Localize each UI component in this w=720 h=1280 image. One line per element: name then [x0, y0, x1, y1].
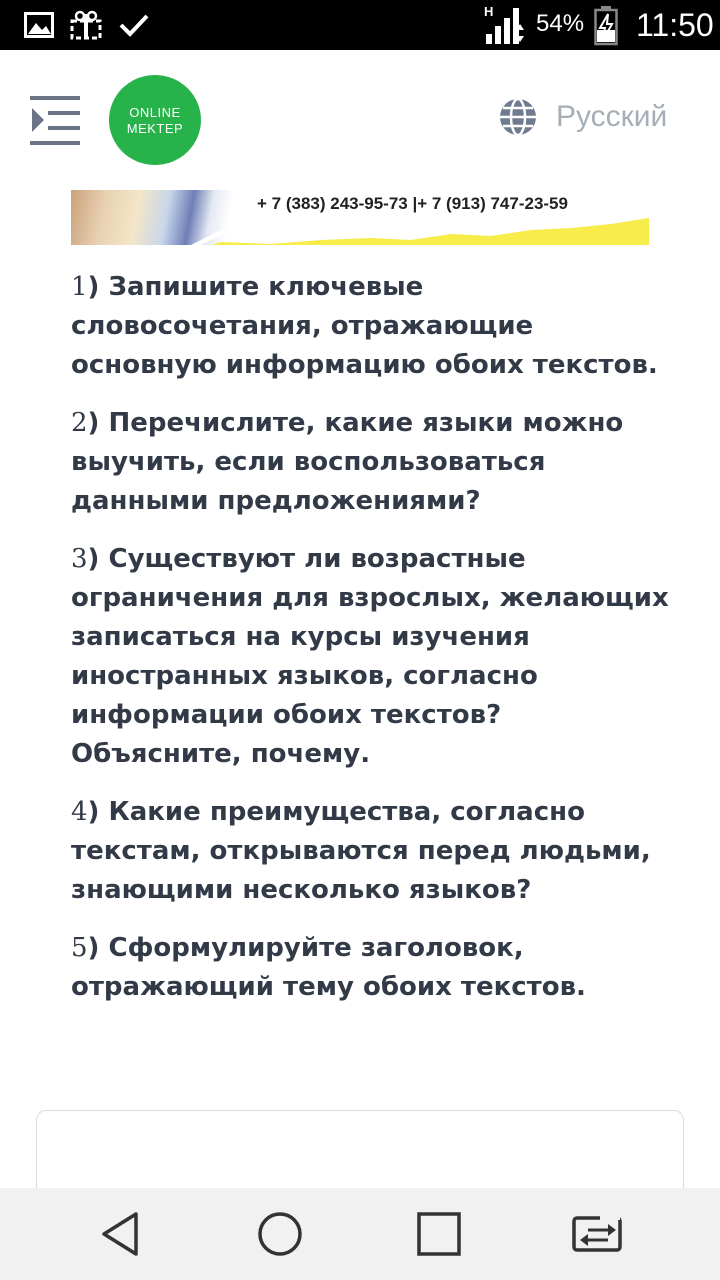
recents-button[interactable] — [413, 1208, 465, 1260]
contact-banner — [71, 190, 649, 245]
home-button[interactable] — [254, 1208, 306, 1260]
back-button[interactable] — [96, 1208, 148, 1260]
android-nav-bar — [0, 1188, 720, 1280]
question-text: Какие преимущества, согласно текстам, открываются перед людьми, знающими несколько языков? — [71, 797, 651, 905]
battery-charging-icon — [594, 6, 618, 46]
question-item: 1) Запишите ключевые словосочетания, отражающие основную информацию обоих текстов. — [71, 272, 658, 380]
gift-icon — [68, 10, 104, 40]
question-text: Запишите ключевые словосочетания, отражающие основную информацию обоих текстов. — [71, 272, 658, 380]
back-icon — [96, 1208, 148, 1260]
question-item: 4) Какие преимущества, согласно текстам, открываются перед людьми, знающими несколько языков? — [71, 797, 651, 905]
question-number: 1 — [71, 272, 88, 302]
question-item: 3) Существуют ли возрастные ограничения для взрослых, желающих записаться на курсы изучения иностранных языков, согласно информации обоих текстов? Объясните, почему. — [71, 544, 669, 769]
language-label: Русский — [556, 100, 668, 133]
menu-button[interactable] — [30, 96, 82, 146]
battery-percent: 54% — [536, 10, 585, 37]
question-text: Существуют ли возрастные ограничения для взрослых, желающих записаться на курсы изучения иностранных языков, согласно информации обоих текстов? Объясните, почему. — [71, 544, 669, 769]
recents-icon — [413, 1208, 465, 1260]
question-item: 5) Сформулируйте заголовок, отражающий тему обоих текстов. — [71, 933, 586, 1002]
banner-phone-numbers: + 7 (383) 243-95-73 |+ 7 (913) 747-23-59 — [257, 194, 568, 213]
home-icon — [254, 1208, 306, 1260]
image-icon — [24, 12, 54, 38]
signal-icon — [486, 6, 526, 44]
app-header — [0, 50, 720, 190]
question-number: 4 — [71, 797, 88, 827]
switch-app-icon — [570, 1208, 626, 1260]
question-item: 2) Перечислите, какие языки можно выучить, если воспользоваться данными предложениями? — [71, 408, 624, 516]
online-mektep-logo[interactable]: ONLINE MEKTEP — [109, 75, 201, 165]
globe-icon — [498, 97, 538, 137]
question-number: 3 — [71, 544, 88, 574]
check-icon — [118, 12, 150, 38]
network-type: H — [484, 4, 494, 19]
menu-icon — [30, 96, 82, 146]
language-selector[interactable] — [498, 97, 667, 137]
status-bar — [0, 0, 720, 50]
question-text: Сформулируйте заголовок, отражающий тему обоих текстов. — [71, 933, 586, 1002]
questions-list — [71, 268, 671, 1026]
clock: 11:50 — [636, 7, 714, 43]
switch-app-button[interactable] — [570, 1208, 622, 1260]
question-text: Перечислите, какие языки можно выучить, если воспользоваться данными предложениями? — [71, 408, 624, 516]
question-number: 5 — [71, 933, 88, 963]
question-number: 2 — [71, 408, 88, 438]
